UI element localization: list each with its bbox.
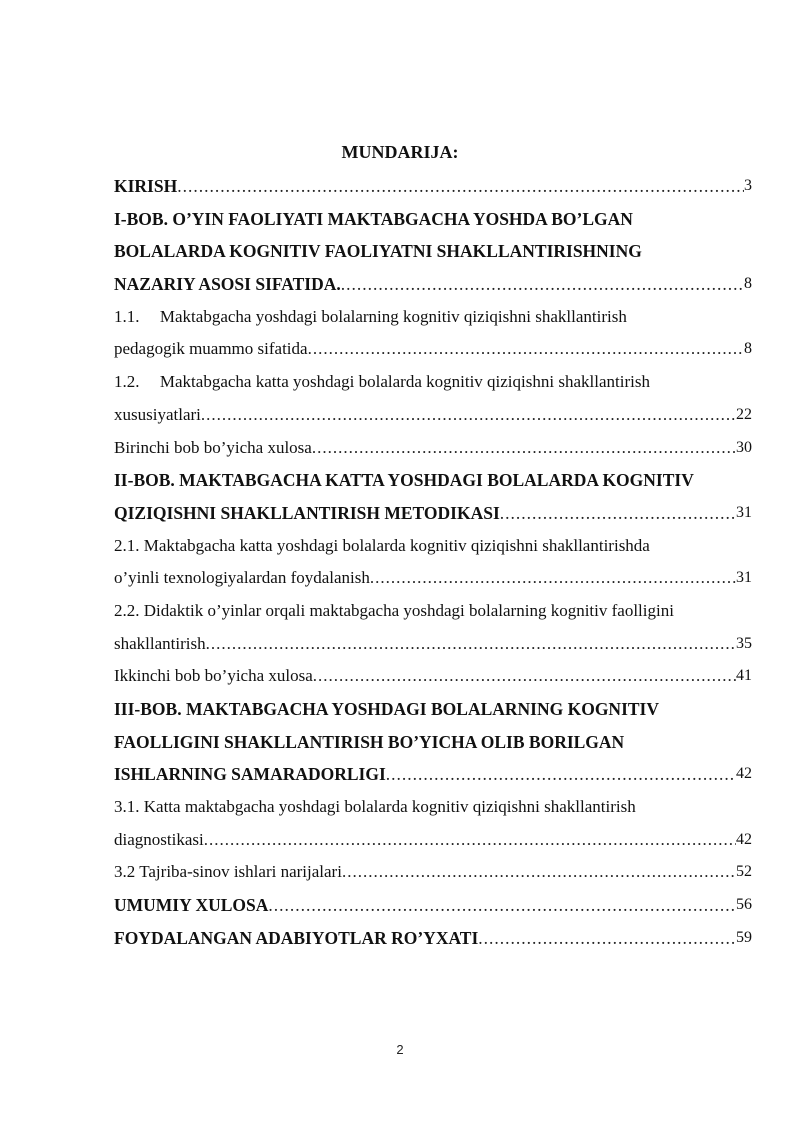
toc-entry-text: KIRISH: [114, 176, 178, 196]
toc-entry-text: Birinchi bob bo’yicha xulosa: [114, 437, 312, 457]
toc-page-number: 56: [736, 896, 752, 914]
toc-bibliography[interactable]: [114, 922, 752, 955]
toc-entry-text: I-BOB. O’YIN FAOLIYATI MAKTABGACHA YOSHDA BO’LGAN: [114, 208, 633, 229]
toc-section-1-2-line-2[interactable]: [114, 399, 752, 432]
toc-section-2-2-line-2[interactable]: [114, 628, 752, 661]
toc-chapter-3-line-2[interactable]: [114, 726, 752, 759]
page-number: 2: [396, 1042, 404, 1057]
dot-leader: [201, 399, 736, 432]
toc-section-3-2[interactable]: [114, 856, 752, 889]
dot-leader: [313, 660, 736, 693]
toc-chapter-3-line-1[interactable]: [114, 693, 752, 726]
toc-entry-text: QIZIQISHNI SHAKLLANTIRISH METODIKASI: [114, 502, 500, 523]
toc-chapter-1-line-1[interactable]: [114, 203, 752, 236]
toc-section-1-2-line-1[interactable]: [114, 366, 752, 399]
toc-entry-text: o’yinli texnologiyalardan foydalanish: [114, 568, 370, 588]
toc-section-2-2-line-1[interactable]: [114, 595, 752, 628]
toc-page-number: 30: [736, 438, 752, 456]
toc-entry-text: NAZARIY ASOSI SIFATIDA.: [114, 274, 341, 295]
toc-page-number: 52: [736, 863, 752, 881]
toc-page-number: 31: [736, 503, 752, 521]
toc-section-2-1-line-2[interactable]: [114, 562, 752, 595]
toc-chapter-1-line-3[interactable]: [114, 268, 752, 301]
toc-chapter-2-line-2[interactable]: [114, 497, 752, 530]
toc-entry-text: FAOLLIGINI SHAKLLANTIRISH BO’YICHA OLIB BORILGAN: [114, 731, 625, 752]
toc-entry-text: BOLALARDA KOGNITIV FAOLIYATNI SHAKLLANTIRISHNING: [114, 241, 642, 262]
dot-leader: [308, 333, 744, 366]
toc-entry-text: III-BOB. MAKTABGACHA YOSHDAGI BOLALARNING KOGNITIV: [114, 699, 660, 719]
dot-leader: [268, 889, 736, 922]
toc-section-2-1-line-1[interactable]: [114, 530, 752, 563]
toc-page-number: 35: [736, 634, 752, 652]
toc-entry-text: Maktabgacha yoshdagi bolalarning kognitiv qiziqishni shakllantirish: [159, 306, 627, 326]
toc-entry-text: FOYDALANGAN ADABIYOTLAR RO’YXATI: [114, 927, 479, 948]
dot-leader: [206, 628, 736, 661]
toc-page-number: 41: [736, 667, 752, 685]
toc-section-3-1-line-2[interactable]: [114, 824, 752, 857]
toc-entry-text: II-BOB. MAKTABGACHA KATTA YOSHDAGI BOLALARDA KOGNITIV: [114, 470, 694, 491]
toc-page-number: 31: [736, 569, 752, 587]
toc-page-number: 3: [744, 177, 752, 194]
toc-section-3-1-line-1[interactable]: [114, 791, 752, 824]
toc-chapter-2-line-1[interactable]: [114, 464, 752, 497]
toc-page-number: 59: [736, 928, 752, 946]
toc-entry-text: Maktabgacha katta yoshdagi bolalarda kognitiv qiziqishni shakllantirish: [159, 372, 650, 392]
toc-section-number: 1.2.: [114, 372, 140, 392]
toc-entry-introduction[interactable]: [114, 170, 752, 203]
dot-leader: [500, 497, 736, 530]
toc-entry-text: ISHLARNING SAMARADORLIGI: [114, 764, 386, 785]
dot-leader: [342, 856, 736, 889]
toc-section-number: 1.1.: [114, 306, 140, 326]
toc-entry-text: 2.1. Maktabgacha katta yoshdagi bolalarda kognitiv qiziqishni shakllantirishda: [114, 535, 650, 555]
toc-page-number: 42: [736, 830, 752, 848]
toc-chapter-1-line-2[interactable]: [114, 235, 752, 268]
toc-entry-text: xususiyatlari: [114, 404, 201, 424]
toc-entry-text: diagnostikasi: [114, 829, 204, 849]
toc-page-number: 22: [736, 405, 752, 423]
toc-entry-text: shakllantirish: [114, 633, 206, 653]
toc-chapter-3-line-3[interactable]: [114, 758, 752, 791]
table-of-contents: [114, 170, 752, 955]
dot-leader: [177, 170, 744, 203]
toc-entry-text: 3.1. Katta maktabgacha yoshdagi bolalarda kognitiv qiziqishni shakllantirish: [114, 797, 636, 817]
dot-leader: [204, 824, 736, 857]
toc-page-number: 8: [744, 340, 752, 358]
toc-chapter-1-conclusion[interactable]: [114, 432, 752, 465]
toc-section-1-1-line-1[interactable]: [114, 301, 752, 334]
toc-general-conclusion[interactable]: [114, 889, 752, 922]
toc-entry-text: 3.2 Tajriba-sinov ishlari narijalari: [114, 862, 342, 882]
dot-leader: [312, 432, 736, 465]
dot-leader: [370, 562, 736, 595]
toc-entry-text: pedagogik muammo sifatida: [114, 339, 308, 359]
dot-leader: [341, 268, 744, 301]
toc-entry-text: UMUMIY XULOSA: [114, 895, 269, 916]
toc-page-number: 8: [744, 275, 752, 293]
toc-page-number: 42: [736, 765, 752, 783]
toc-entry-text: Ikkinchi bob bo’yicha xulosa: [114, 666, 313, 686]
dot-leader: [386, 758, 736, 791]
page-title: MUNDARIJA:: [341, 142, 459, 162]
toc-section-1-1-line-2[interactable]: [114, 333, 752, 366]
toc-chapter-2-conclusion[interactable]: [114, 660, 752, 693]
dot-leader: [478, 922, 736, 955]
toc-entry-text: 2.2. Didaktik o’yinlar orqali maktabgacha yoshdagi bolalarning kognitiv faolligini: [114, 600, 674, 620]
